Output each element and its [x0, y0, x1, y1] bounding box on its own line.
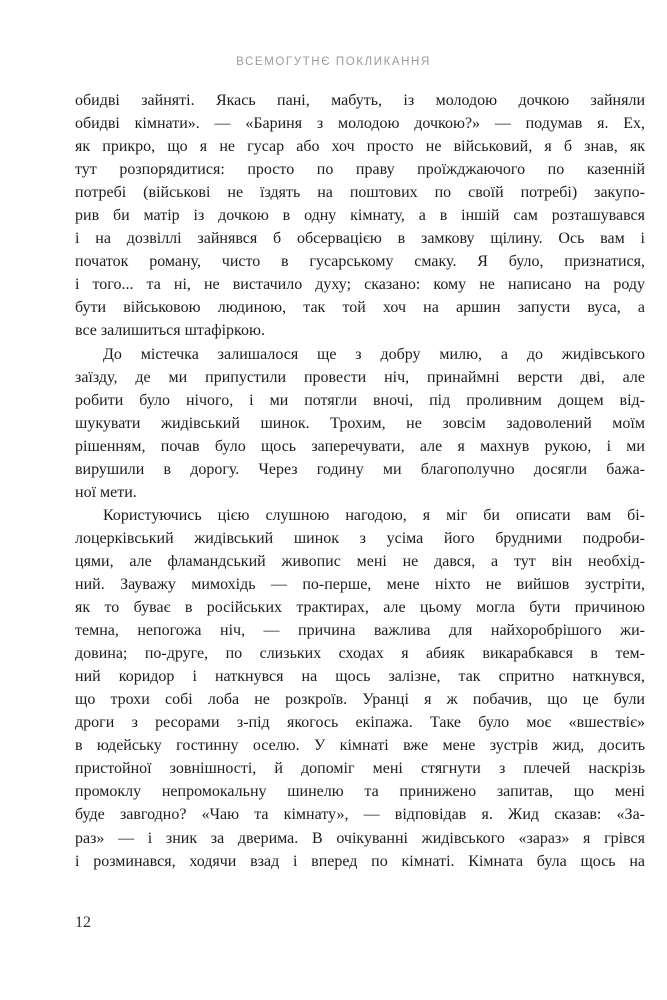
text-line: як прикро, що я не гусар або хоч просто не військовий, я б знав, як — [75, 138, 645, 156]
text-line: Користуючись цією слушною нагодою, я міг би описати вам бі- — [103, 506, 645, 524]
text-line: довина; по-друге, по слизьких сходах я абияк викарабкався в тем- — [75, 645, 645, 663]
text-line: раз» — і зник за дверима. В очікуванні жидівського «зараз» я грівся — [75, 829, 645, 847]
text-block — [75, 89, 645, 873]
text-line: промоклу непромокальну шинелю та принижено запитав, що мені — [75, 783, 645, 801]
text-line: як то буває в російських трактирах, але цьому могла бути причиною — [75, 599, 645, 617]
paragraph — [75, 504, 645, 873]
text-line: що трохи собі лоба не розкроїв. Уранці я ж побачив, що це були — [75, 691, 645, 709]
text-line: заїзду, де ми припустили провести ніч, принаймні версти дві, але — [75, 368, 645, 386]
text-line: робити було нічого, і ми потягли вночі, під проливним дощем від- — [75, 391, 645, 409]
text-line: ної мети. — [75, 483, 137, 501]
paragraph — [75, 343, 645, 504]
text-line: і розминався, ходячи взад і вперед по кімнаті. Кімната була щось на — [75, 852, 645, 870]
text-line: темна, непогожа ніч, — причина важлива для найхоробрішого жи- — [75, 622, 645, 640]
text-line: До містечка залишалося ще з добру милю, а до жидівського — [103, 345, 645, 363]
text-line: початок роману, чисто в гусарському смаку. Я було, признатися, — [75, 253, 645, 271]
text-line: ний коридор і наткнувся на щось залізне, так спритно наткнувся, — [75, 668, 645, 686]
text-line: рив би матір із дочкою в одну кімнату, а в іншій сам розташувався — [75, 207, 645, 225]
text-line: буде завгодно? «Чаю та кімнату», — відповідав я. Жид сказав: «За- — [75, 806, 645, 824]
running-header: ВСЕМОГУТНЄ ПОКЛИКАННЯ — [236, 56, 431, 68]
text-line: вирушили в дорогу. Через годину ми благополучно досягли бажа- — [75, 460, 645, 478]
text-line: тут розпорядитися: просто по праву проїжджаючого по казенній — [75, 161, 645, 179]
text-line: і на дозвіллі зайнявся б обсервацією в замкову щілину. Ось вам і — [75, 230, 645, 248]
paragraph — [75, 89, 645, 343]
text-line: обидві зайняті. Якась пані, мабуть, із молодою дочкою зайняли — [75, 92, 645, 109]
text-line: в юдейську гостинну оселю. У кімнаті вже мене зустрів жид, досить — [75, 737, 645, 755]
text-line: шукувати жидівський шинок. Трохим, не зовсім задоволений моїм — [75, 414, 645, 432]
text-line: ний. Зауважу мимохідь — по-перше, мене ніхто не вийшов зустріти, — [75, 575, 645, 593]
text-line: дроги з ресорами з-під якогось екіпажа. Таке було моє «вшествіє» — [75, 714, 645, 732]
text-line: рішенням, почав було щось заперечувати, але я махнув рукою, і ми — [75, 437, 645, 455]
text-line: і того... та ні, не вистачило духу; сказано: кому не написано на роду — [75, 276, 645, 294]
text-line: все залишиться штафіркою. — [75, 322, 265, 340]
text-line: лоцерківський жидівський шинок з усіма його брудними подроби- — [75, 529, 645, 547]
text-line: бути військовою людиною, так той хоч на аршин запусти вуса, а — [75, 299, 645, 317]
page-number: 12 — [75, 914, 91, 931]
text-line: потребі (військові не їздять на поштових по своїй потребі) закупо- — [75, 184, 645, 202]
text-line: пристойної зовнішності, й допоміг мені стягнути з плечей наскрізь — [75, 760, 645, 778]
text-line: цями, але фламандський живопис мені не дався, а тут він необхід- — [75, 552, 645, 570]
text-line: обидві кімнати». — «Бариня з молодою дочкою?» — подумав я. Ех, — [75, 115, 645, 133]
